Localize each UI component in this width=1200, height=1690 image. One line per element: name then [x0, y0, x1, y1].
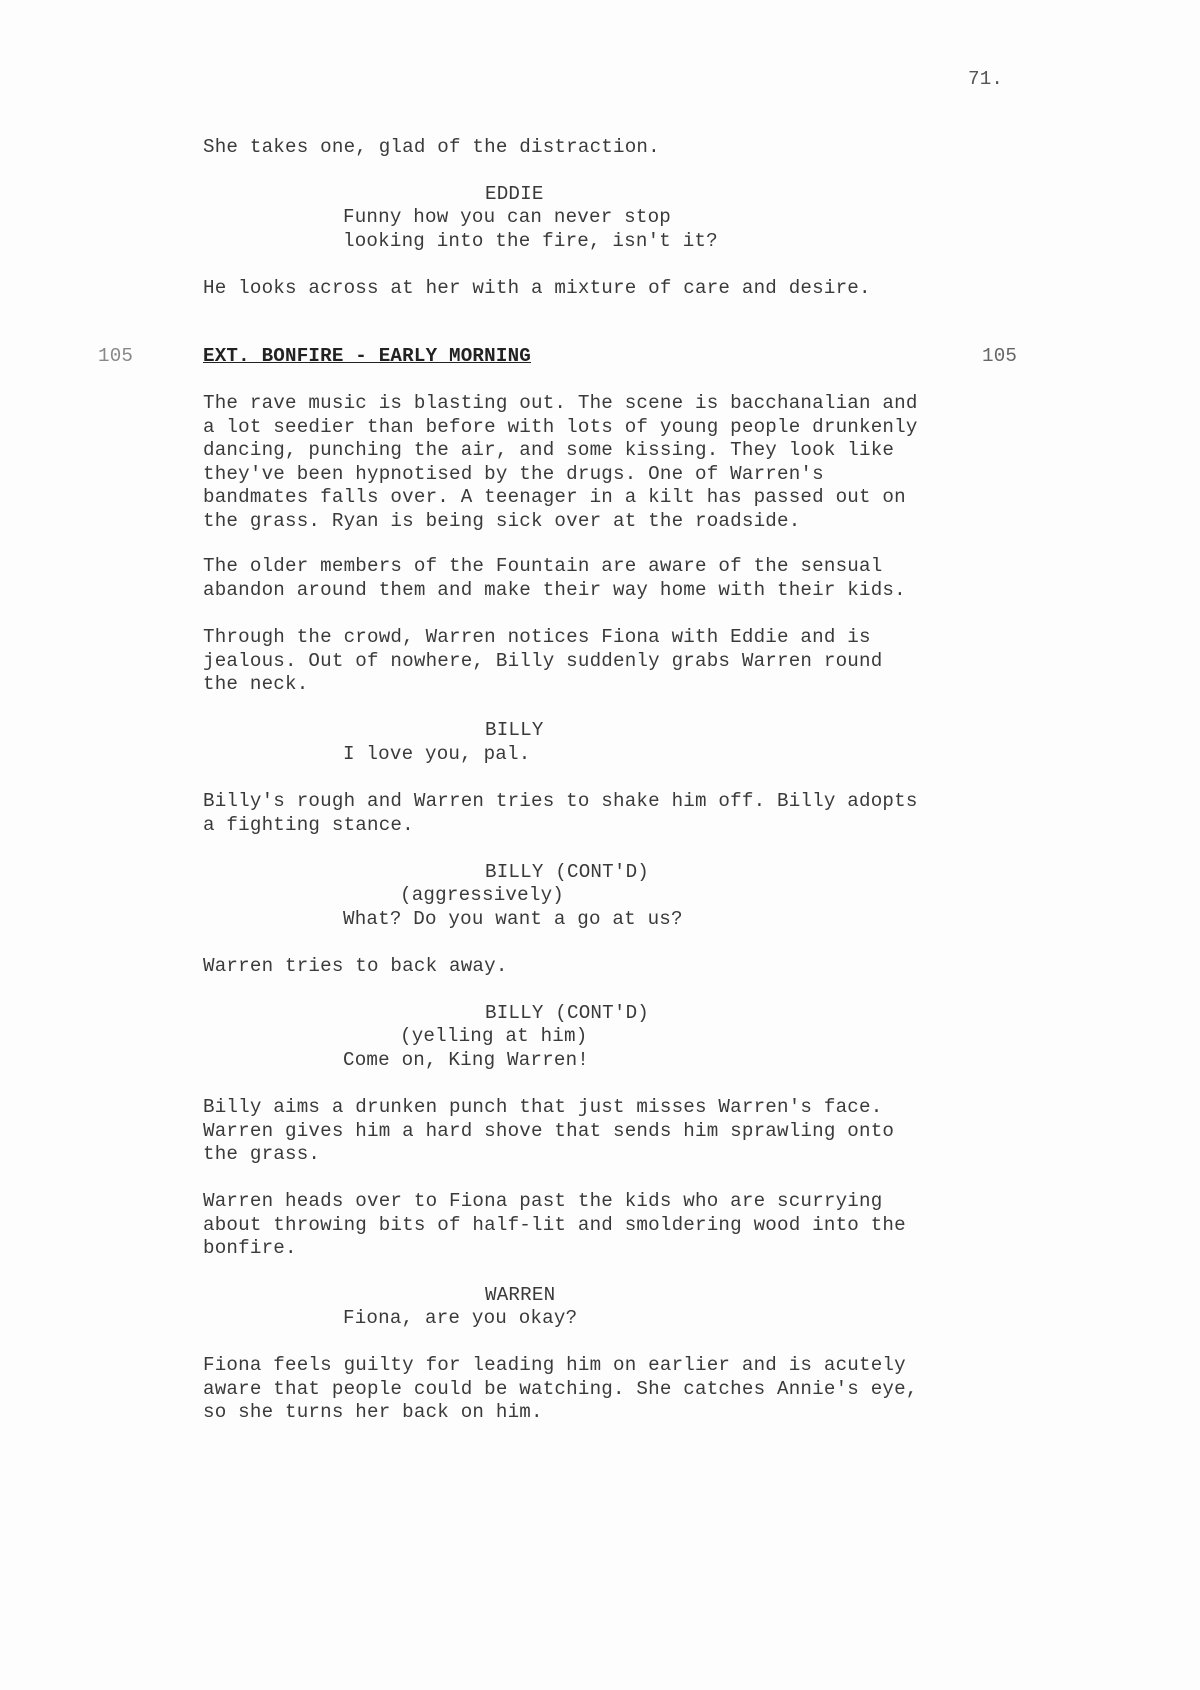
scene-number-left: 105	[98, 345, 134, 367]
character-name: EDDIE	[485, 183, 544, 205]
character-name: BILLY (CONT'D)	[485, 861, 650, 883]
character-name: BILLY	[485, 719, 544, 741]
action-paragraph: Warren heads over to Fiona past the kids who are scurrying about throwing bits of half-lit and smoldering wood into the bonfire.	[203, 1190, 906, 1259]
dialogue: What? Do you want a go at us?	[343, 908, 683, 930]
action-paragraph: The rave music is blasting out. The scene is bacchanalian and a lot seedier than before with lots of young people drunkenly dancing, punching the air, and some kissing. They look like they've been hypnotised by the drugs. One of Warren's bandmates falls over. A teenager in a kilt has passed out on the grass. Ryan is being sick over at the roadside.	[203, 392, 918, 532]
character-name: BILLY (CONT'D)	[485, 1002, 650, 1024]
action-paragraph: Fiona feels guilty for leading him on earlier and is acutely aware that people could be watching. She catches Annie's eye, so she turns her back on him.	[203, 1354, 918, 1423]
action-paragraph: Billy's rough and Warren tries to shake him off. Billy adopts a fighting stance.	[203, 790, 918, 836]
action-paragraph: Through the crowd, Warren notices Fiona with Eddie and is jealous. Out of nowhere, Billy suddenly grabs Warren round the neck.	[203, 626, 883, 695]
dialogue: Come on, King Warren!	[343, 1049, 590, 1071]
dialogue: Fiona, are you okay?	[343, 1307, 578, 1329]
dialogue: Funny how you can never stop looking into the fire, isn't it?	[343, 206, 718, 252]
page-number: 71.	[968, 68, 1004, 90]
parenthetical: (yelling at him)	[400, 1025, 588, 1047]
action-paragraph: Billy aims a drunken punch that just misses Warren's face. Warren gives him a hard shove that sends him sprawling onto the grass.	[203, 1096, 895, 1165]
action-line: He looks across at her with a mixture of care and desire.	[203, 277, 871, 299]
parenthetical: (aggressively)	[400, 884, 565, 906]
action-line: Warren tries to back away.	[203, 955, 508, 977]
character-name: WARREN	[485, 1284, 556, 1306]
action-line: She takes one, glad of the distraction.	[203, 136, 660, 158]
dialogue: I love you, pal.	[343, 743, 531, 765]
scene-number-right: 105	[982, 345, 1018, 367]
scene-heading: EXT. BONFIRE - EARLY MORNING	[203, 345, 532, 367]
action-paragraph: The older members of the Fountain are aware of the sensual abandon around them and make their way home with their kids.	[203, 555, 906, 601]
